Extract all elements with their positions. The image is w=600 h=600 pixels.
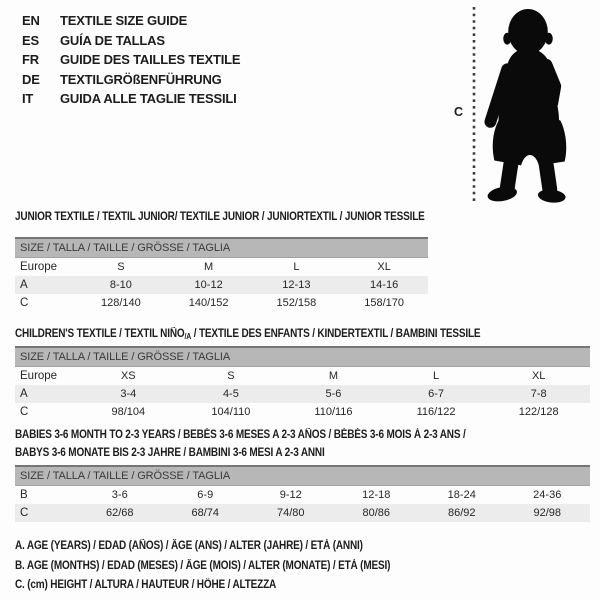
height-cell: 122/128: [518, 406, 559, 418]
months-cell: 3-6: [111, 489, 128, 501]
lang-label: GUÍA DE TALLAS: [60, 32, 165, 48]
junior-size-table: [15, 237, 428, 312]
babies-table-title-line2: BABYS 3-6 MONATE BIS 2-3 JAHRE / BAMBINI 3-6 MESI A 2-3 ANNI: [15, 446, 325, 459]
childrens-size-table: [15, 346, 590, 421]
age-cell: 5-6: [282, 385, 385, 403]
title-text: JUNIOR TEXTILE / TEXTIL JUNIOR/ TEXTILE JUNIOR / JUNIORTEXTIL / JUNIOR TESSILE: [15, 211, 425, 223]
language-title-list: [22, 11, 240, 109]
table-row: [15, 504, 590, 522]
lang-code: IT: [22, 91, 34, 106]
months-cell: 12-18: [362, 489, 391, 501]
size-header-bar: SIZE / TALLA / TAILLE / GRÖSSE / TAGLIA: [15, 466, 590, 486]
table-row: [15, 367, 590, 386]
row-label: A: [15, 276, 77, 294]
height-cell: 152/158: [276, 297, 317, 309]
height-cell: 110/116: [314, 406, 353, 418]
size-cell: L: [293, 261, 300, 273]
months-cell: 9-12: [279, 489, 302, 501]
row-label: Europe: [20, 370, 58, 382]
size-cell: S: [227, 370, 235, 382]
height-cell: 92/98: [505, 504, 591, 522]
size-cell: XL: [531, 370, 546, 382]
age-cell: 4-5: [180, 385, 283, 403]
babies-textile-section: [15, 428, 533, 461]
height-cell: 116/122: [416, 406, 456, 418]
row-label: C: [20, 297, 29, 309]
size-header-bar: SIZE / TALLA / TAILLE / GRÖSSE / TAGLIA: [15, 347, 590, 367]
lang-code: DE: [22, 71, 40, 87]
footnote-age-months: B. AGE (MONTHS) / EDAD (MESES) / ÂGE (MOIS) / ALTER (MONATE) / ETÀ (MESI): [15, 559, 391, 572]
childrens-table-title: [15, 327, 480, 345]
height-cell: 128/140: [100, 297, 141, 309]
table-row: [15, 486, 590, 505]
footnote-age-years: A. AGE (YEARS) / EDAD (AÑOS) / ÂGE (ANS) / ALTER (JAHRE) / ETÀ (ANNI): [15, 540, 363, 552]
title-text: CHILDREN'S TEXTILE / TEXTIL NIÑO: [15, 328, 185, 340]
height-marker-label: C: [454, 105, 464, 119]
height-cell: 98/104: [111, 406, 146, 418]
size-cell: XL: [377, 261, 391, 273]
lang-label: TEXTILGRÖßENFÜHRUNG: [60, 71, 222, 87]
size-header-bar: SIZE / TALLA / TAILLE / GRÖSSE / TAGLIA: [15, 238, 428, 258]
age-cell: 10-12: [165, 276, 253, 294]
age-cell: 12-13: [253, 276, 341, 294]
size-cell: L: [433, 370, 440, 382]
table-row: [15, 258, 428, 277]
title-text: BABIES 3-6 MONTH TO 2-3 YEARS / BEBÉS 3-6 MESES A 2-3 AÑOS / BÉBÉS 3-6 MOIS À 2-3 ANS /: [15, 429, 466, 441]
table-row: [15, 385, 590, 403]
lang-label: GUIDE DES TAILLES TEXTILE: [60, 52, 241, 67]
lang-code: ES: [22, 32, 39, 48]
row-label: C: [15, 504, 77, 522]
height-cell: 158/170: [364, 297, 404, 309]
lang-row-es: [22, 31, 240, 51]
height-cell: 104/110: [211, 406, 251, 418]
junior-table-title: [15, 210, 425, 228]
row-label: B: [20, 489, 28, 501]
lang-row-it: [22, 89, 240, 109]
childrens-textile-section: [15, 327, 550, 345]
childrens-table: [15, 346, 590, 421]
lang-row-en: [22, 11, 240, 31]
age-cell: 14-16: [340, 276, 428, 294]
height-cell: 68/74: [163, 504, 249, 522]
age-cell: 6-7: [385, 385, 488, 403]
table-row: [15, 276, 428, 294]
months-cell: 18-24: [447, 489, 476, 501]
height-figure: [450, 5, 590, 207]
lang-code: EN: [22, 13, 40, 28]
babies-table-title-line1: [15, 428, 466, 446]
footnote-height-cm: C. (cm) HEIGHT / ALTURA / HAUTEUR / HÖHE / ALTEZZA: [15, 579, 277, 591]
height-cell: 74/80: [248, 504, 334, 522]
height-dotted-line: [471, 7, 477, 205]
lang-row-fr: [22, 50, 240, 70]
lang-row-de: [22, 70, 240, 90]
row-label: Europe: [20, 261, 58, 273]
toddler-silhouette-icon: [481, 7, 577, 205]
legend-footnotes: [15, 537, 446, 596]
age-cell: 3-4: [77, 385, 180, 403]
table-row: [15, 294, 428, 312]
age-cell: 7-8: [487, 385, 590, 403]
size-cell: M: [204, 261, 214, 273]
height-cell: 80/86: [334, 504, 420, 522]
lang-label: TEXTILE SIZE GUIDE: [60, 13, 188, 28]
months-cell: 24-36: [533, 489, 562, 501]
junior-table: [15, 237, 428, 312]
lang-code: FR: [22, 52, 39, 67]
babies-size-table: [15, 465, 590, 522]
lang-label: GUIDA ALLE TAGLIE TESSILI: [60, 91, 237, 106]
junior-textile-section: [15, 210, 486, 228]
size-cell: S: [117, 261, 125, 273]
title-subscript: /A: [184, 332, 192, 341]
height-cell: 86/92: [419, 504, 505, 522]
babies-table: [15, 465, 590, 522]
months-cell: 6-9: [197, 489, 214, 501]
row-label: A: [15, 385, 77, 403]
age-cell: 8-10: [77, 276, 165, 294]
row-label: C: [20, 406, 29, 418]
title-text: / TEXTILE DES ENFANTS / KINDERTEXTIL / BAMBINI TESSILE: [191, 328, 481, 340]
size-cell: M: [328, 370, 339, 382]
table-row: [15, 403, 590, 421]
height-cell: 62/68: [77, 504, 163, 522]
size-cell: XS: [120, 370, 136, 382]
height-cell: 140/152: [188, 297, 229, 309]
